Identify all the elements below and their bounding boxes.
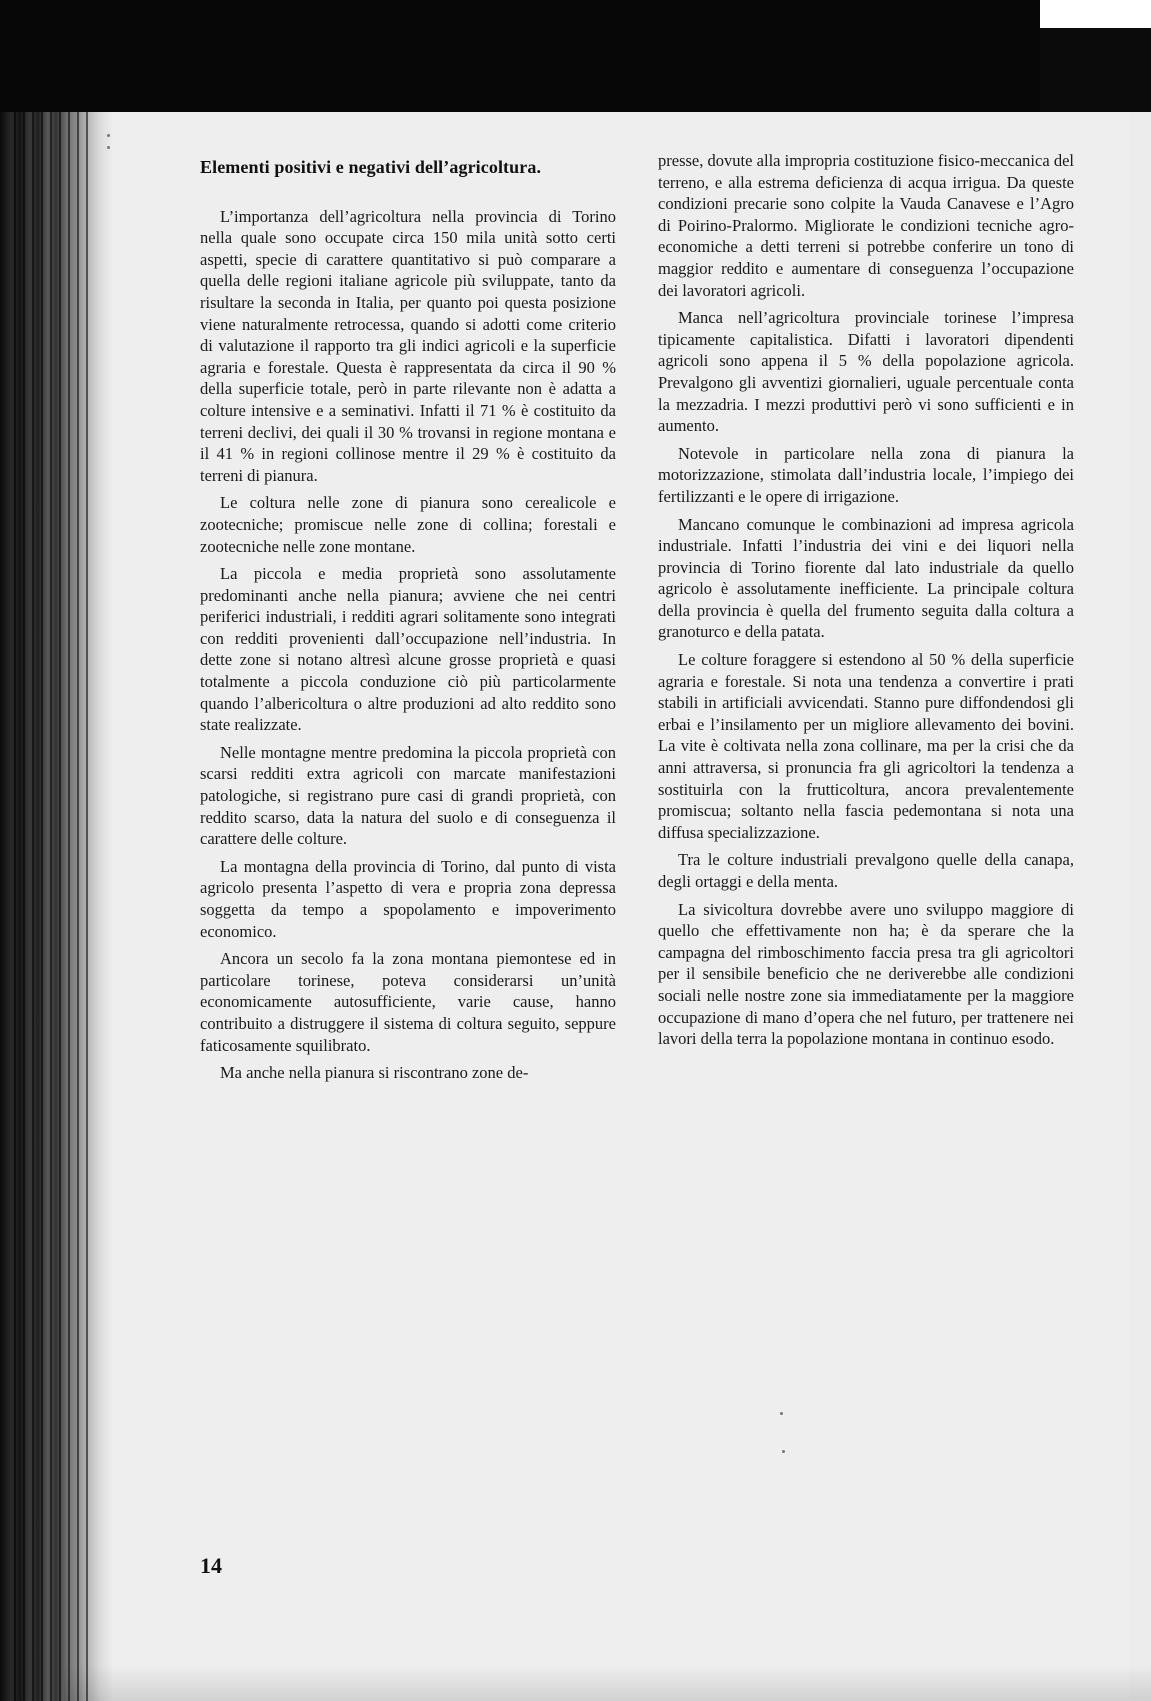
paragraph: Mancano comunque le combinazioni ad impresa agricola industriale. Infatti l’industria dei vini e dei liquori nella provincia di Torino fiorente dal lato industriale da quello agricolo è assolutamente inefficiente. La principale coltura della provincia è quella del frumento seguita dalla coltura a granoturco e della patata. — [658, 514, 1074, 642]
page-right-margin — [1129, 112, 1151, 1701]
page-bottom-shadow — [64, 1665, 1151, 1701]
paragraph: La piccola e media proprietà sono assolutamente predominanti anche nella pianura; avviene che nei centri periferici industriali, i redditi agrari solitamente sono integrati con redditi provenienti dall’occupazione nell’industria. In dette zone si notano altresì alcune grosse proprietà e quasi totalmente a piccola conduzione ciò più particolarmente quando l’albericoltura o altre produzioni ad alto reddito sono state realizzate. — [200, 564, 616, 735]
paragraph: Ancora un secolo fa la zona montana piemontese ed in particolare torinese, poteva considerarsi un’unità economicamente autosufficiente, varie cause, hanno contribuito a distruggere il sistema di coltura seguito, seppure faticosamente squilibrato. — [200, 949, 616, 1055]
paragraph: Le coltura nelle zone di pianura sono cerealicole e zootecniche; promiscue nelle zone di collina; forestali e zootecniche nelle zone montane. — [200, 493, 616, 556]
paragraph: Notevole in particolare nella zona di pianura la motorizzazione, stimolata dall’industria locale, l’impiego dei fertilizzanti e le opere di irrigazione. — [658, 443, 1074, 506]
scan-speck — [107, 146, 110, 149]
paragraph: L’importanza dell’agricoltura nella provincia di Torino nella quale sono occupate circa 150 mila unità sotto certi aspetti, specie di carattere quantitativo si può comparare a quella delle regioni italiane agricole più sviluppate, tanto da risultare la seconda in Italia, per quanto poi questa posizione viene naturalmente retrocessa, quando si adotti come criterio di valutazione il rapporto tra gli indici agricoli e la superficie agraria e forestale. Questa è rappresentata da circa il 90 % della superficie totale, però in parte rilevante non è adatta a colture intensive e a seminativi. Infatti il 71 % è costituito da terreni declivi, dei quali il 30 % trovansi in regione montana e il 41 % in regioni collinose mentre il 29 % è costituito da terreni di pianura. — [200, 206, 616, 485]
scan-speck — [782, 1450, 785, 1453]
paragraph: Tra le colture industriali prevalgono quelle della canapa, degli ortaggi e della menta. — [658, 850, 1074, 891]
right-text-column — [658, 150, 1074, 1056]
paragraph: presse, dovute alla impropria costituzione fisico-meccanica del terreno, e alla estrema deficienza di acqua irrigua. Da queste condizioni precarie sono colpite la Vauda Canavese e l’Agro di Poirino-Pralormo. Migliorate le condizioni tecniche agro-economiche a detti terreni si potrebbe conferire un tono di maggior reddito e aumentare di conseguenza l’occupazione dei lavoratori agricoli. — [658, 151, 1074, 300]
scan-speck — [107, 134, 110, 137]
page-number: 14 — [200, 1553, 222, 1578]
paragraph: Le colture foraggere si estendono al 50 % della superficie agraria e forestale. Si nota una tendenza a convertire i prati stabili in artificiali avvicendati. Stanno pure diffondendosi gli erbai e l’insilamento per un migliore allevamento dei bovini. La vite è coltivata nella zona collinare, ma per la crisi che da anni attraversa, si pronuncia fra gli agricoltori la tendenza a sostituirla con la frutticoltura, ancora prevalentemente promiscua; soltanto nella fascia pedemontana si nota una diffusa specializzazione. — [658, 650, 1074, 842]
scan-speck — [780, 1412, 783, 1415]
scan-corner — [1040, 0, 1151, 28]
paragraph: La sivicoltura dovrebbe avere uno sviluppo maggiore di quello che effettivamente non ha; è da sperare che la campagna del rimboschimento faccia presa tra gli agricoltori per il sensibile beneficio che ne deriverebbe alle condizioni sociali nelle nostre zone sia immediatamente per la maggiore occupazione di mano d’opera che nel futuro, per trattenere nei lavori della terra la popolazione montana in continuo esodo. — [658, 899, 1074, 1049]
page-edges — [14, 112, 94, 1701]
paragraph: Ma anche nella pianura si riscontrano zone de- — [220, 1063, 529, 1083]
scan-top-border — [0, 0, 1151, 112]
paragraph: Manca nell’agricoltura provinciale torinese l’impresa tipicamente capitalistica. Difatti i lavoratori dipendenti agricoli sono appena il 5 % della popolazione agricola. Prevalgono gli avventizi giornalieri, uguale percentuale conta la mezzadria. I mezzi produttivi però vi sono sufficienti e in aumento. — [658, 308, 1074, 436]
paragraph: La montagna della provincia di Torino, dal punto di vista agricolo presenta l’aspetto di vera e propria zona depressa soggetta da tempo a spopolamento e impoverimento economico. — [200, 856, 616, 941]
scan-corner-shadow — [1040, 28, 1151, 118]
paragraph: Nelle montagne mentre predomina la piccola proprietà con scarsi redditi extra agricoli con marcate manifestazioni patologiche, si registrano pure casi di grandi proprietà, con reddito scarso, data la natura del suolo e di conseguenza il carattere delle colture. — [200, 742, 616, 849]
left-text-column — [200, 150, 616, 1090]
section-heading: Elementi positivi e negativi dell’agricoltura. — [200, 157, 542, 177]
